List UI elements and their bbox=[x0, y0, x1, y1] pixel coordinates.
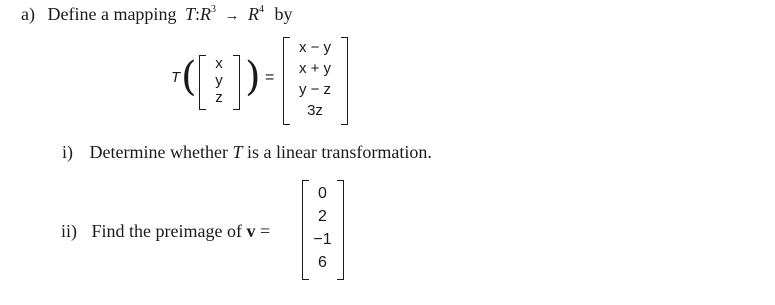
left-paren: ( bbox=[181, 54, 197, 100]
domain-symbol: R bbox=[199, 4, 211, 24]
part-i bbox=[62, 142, 432, 163]
part-ii-label: ii) bbox=[61, 221, 77, 241]
definition-equals: = bbox=[265, 69, 275, 86]
input-entry: z bbox=[215, 89, 223, 106]
vector-name: v bbox=[246, 221, 256, 241]
part-ii-equals: = bbox=[259, 221, 271, 241]
input-vector bbox=[203, 55, 235, 106]
right-paren: ) bbox=[245, 54, 261, 100]
arrow-symbol: → bbox=[224, 7, 240, 24]
v-entries bbox=[306, 182, 339, 274]
part-i-text-after: is a linear transformation. bbox=[246, 142, 432, 162]
v-entry: 0 bbox=[318, 185, 327, 202]
v-entry: 6 bbox=[318, 254, 327, 271]
part-i-label: i) bbox=[62, 142, 73, 162]
output-vector bbox=[287, 37, 343, 121]
question-label: a) bbox=[21, 4, 35, 24]
intro-text: Define a mapping bbox=[47, 4, 177, 24]
output-entry: x − y bbox=[298, 39, 332, 56]
input-entry: y bbox=[215, 72, 223, 89]
codomain-exponent: 4 bbox=[258, 4, 264, 15]
codomain-symbol: R bbox=[247, 4, 259, 24]
colon: : bbox=[194, 4, 200, 24]
v-entry: 2 bbox=[318, 208, 327, 225]
domain-exponent: 3 bbox=[210, 4, 216, 15]
output-entry: y − z bbox=[298, 81, 332, 98]
part-i-text-before: Determine whether bbox=[89, 142, 228, 162]
part-ii-text: Find the preimage of bbox=[91, 221, 242, 241]
v-entry: −1 bbox=[313, 231, 332, 248]
map-name: T bbox=[184, 4, 195, 24]
part-i-symbol: T bbox=[232, 142, 243, 162]
definition-func: T bbox=[171, 69, 181, 86]
by-text: by bbox=[274, 4, 293, 24]
output-entry: 3z bbox=[307, 102, 323, 119]
part-ii bbox=[61, 221, 270, 242]
question-a-heading bbox=[21, 4, 292, 25]
output-entry: x + y bbox=[298, 60, 332, 77]
input-entry: x bbox=[215, 55, 223, 72]
